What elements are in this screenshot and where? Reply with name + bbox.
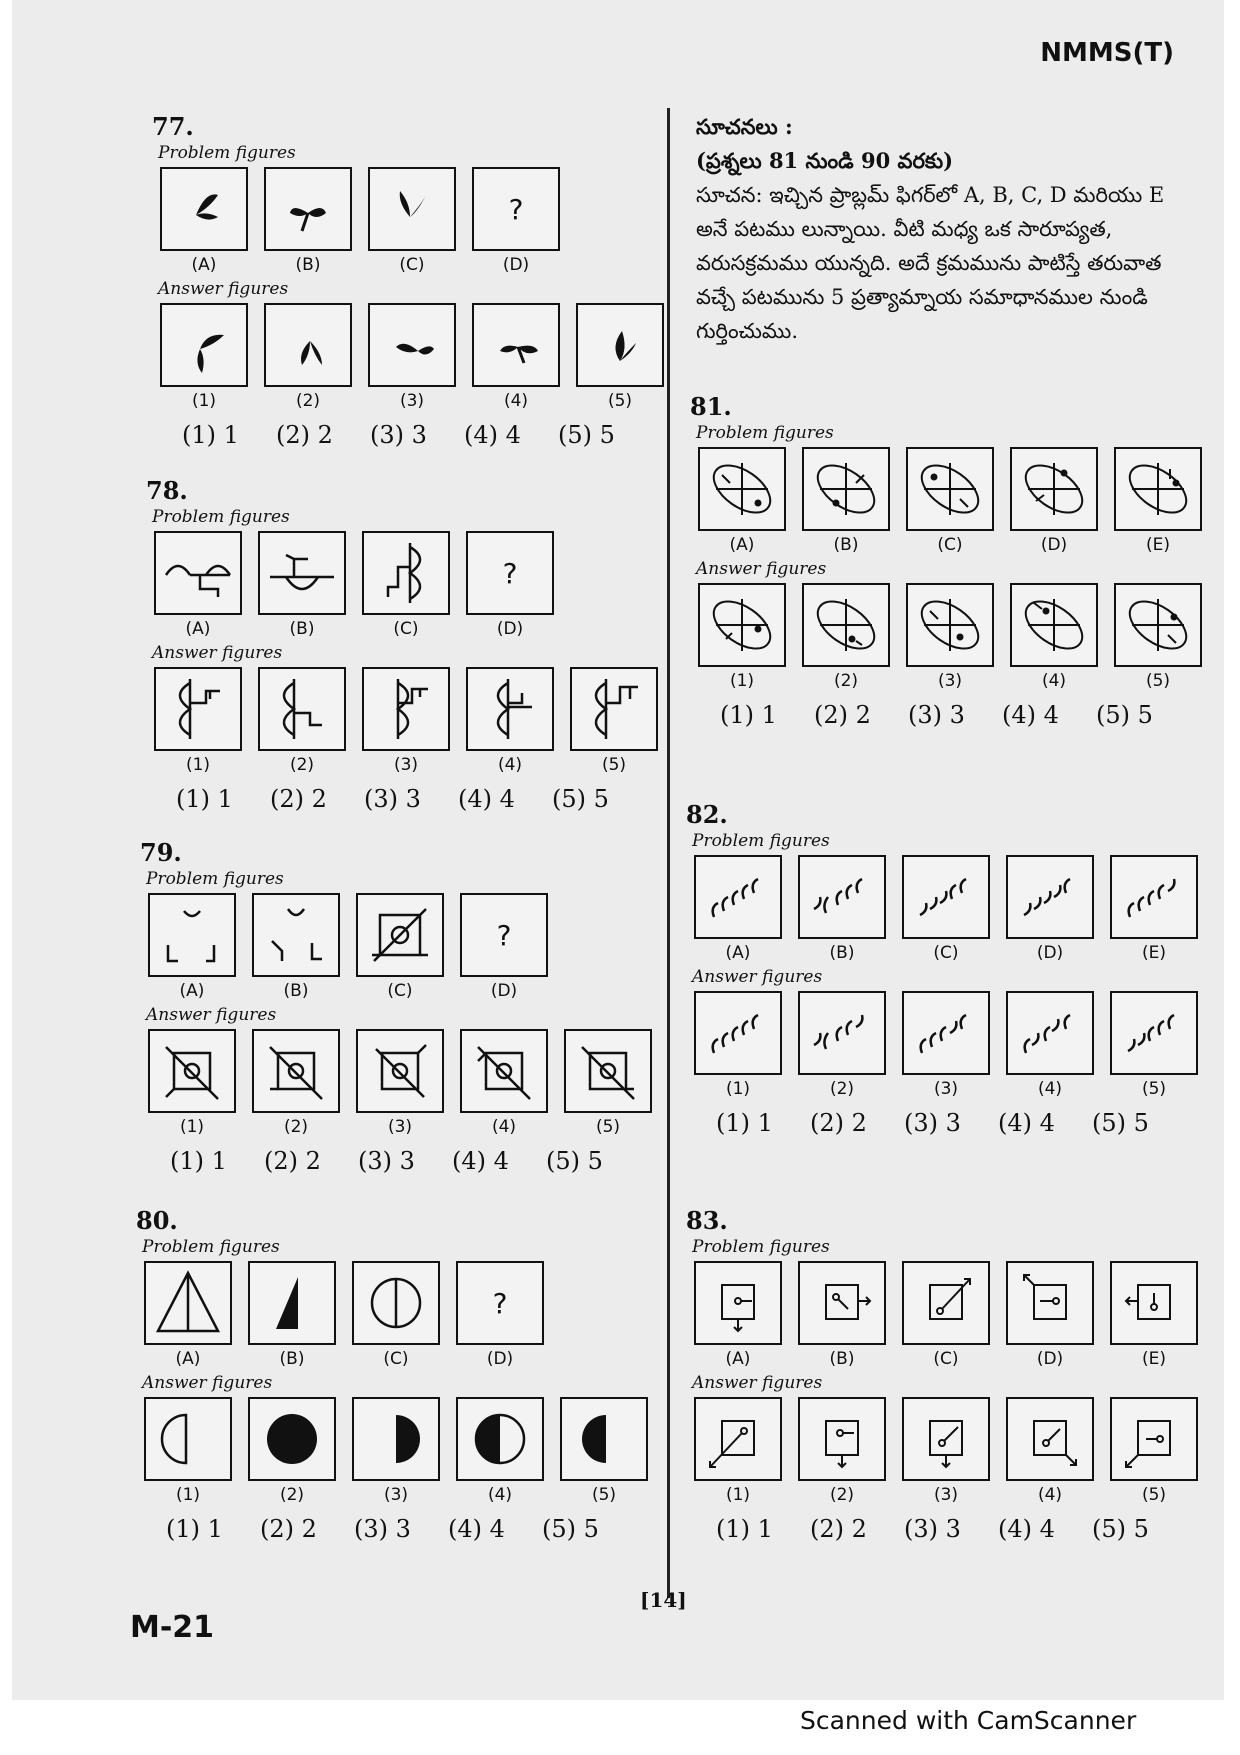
problem-figure-unknown: ? (D) <box>464 167 568 277</box>
problem-figures-label: Problem figures <box>152 507 290 527</box>
problem-figure: (C) <box>360 167 464 277</box>
answer-figure[interactable]: (2) <box>240 1397 344 1507</box>
answer-figures-label: Answer figures <box>692 967 823 987</box>
answer-figure[interactable]: (1) <box>140 1029 244 1139</box>
answer-figure[interactable]: (1) <box>136 1397 240 1507</box>
option[interactable]: (1) 1 <box>166 1515 223 1543</box>
option[interactable]: (4) 4 <box>448 1515 505 1543</box>
answer-figures-label: Answer figures <box>692 1373 823 1393</box>
instructions-title: సూచనలు : <box>696 114 793 139</box>
problem-figure: (A) <box>690 447 794 557</box>
question-number: 78. <box>146 476 188 505</box>
answer-figure[interactable]: (2) <box>794 583 898 693</box>
answer-figure[interactable]: (4) <box>452 1029 556 1139</box>
answer-options <box>716 1515 1206 1543</box>
question-83 <box>686 1206 1206 1543</box>
problem-figures-label: Problem figures <box>696 423 834 443</box>
exam-code-header: NMMS(T) <box>1040 38 1174 68</box>
problem-figure: (E) <box>1106 447 1210 557</box>
option[interactable]: (2) 2 <box>276 421 333 449</box>
answer-figure[interactable]: (2) <box>250 667 354 777</box>
question-number: 82. <box>686 800 728 829</box>
problem-figure: (B) <box>256 167 360 277</box>
option[interactable]: (2) 2 <box>270 785 327 813</box>
problem-figure-unknown: ? (D) <box>458 531 562 641</box>
problem-figure: (B) <box>790 1261 894 1371</box>
question-78 <box>146 476 666 813</box>
option[interactable]: (3) 3 <box>904 1515 961 1543</box>
question-82 <box>686 800 1206 1137</box>
answer-figure[interactable]: (5) <box>1102 991 1206 1101</box>
option[interactable]: (4) 4 <box>998 1515 1055 1543</box>
answer-figure[interactable]: (4) <box>1002 583 1106 693</box>
answer-options <box>170 1147 660 1175</box>
problem-figures-label: Problem figures <box>142 1237 280 1257</box>
option[interactable]: (4) 4 <box>452 1147 509 1175</box>
instructions-range: (ప్రశ్నలు 81 నుండి 90 వరకు) <box>696 148 954 173</box>
page-number: [14] <box>640 1588 687 1612</box>
option[interactable]: (4) 4 <box>998 1109 1055 1137</box>
option[interactable]: (2) 2 <box>810 1515 867 1543</box>
answer-figure[interactable]: (1) <box>152 303 256 413</box>
problem-figure: (A) <box>686 855 790 965</box>
answer-options <box>182 421 672 449</box>
option[interactable]: (5) 5 <box>558 421 615 449</box>
problem-figure: (A) <box>146 531 250 641</box>
problem-figure: (A) <box>140 893 244 1003</box>
problem-figure: (B) <box>790 855 894 965</box>
question-79 <box>140 838 660 1175</box>
answer-figure[interactable]: (2) <box>790 1397 894 1507</box>
problem-figure: (C) <box>344 1261 448 1371</box>
problem-figure: (A) <box>152 167 256 277</box>
question-number: 83. <box>686 1206 728 1235</box>
option[interactable]: (1) 1 <box>170 1147 227 1175</box>
answer-figure[interactable]: (3) <box>354 667 458 777</box>
answer-figure[interactable]: (3) <box>894 991 998 1101</box>
answer-figure[interactable]: (3) <box>898 583 1002 693</box>
option[interactable]: (1) 1 <box>182 421 239 449</box>
question-number: 80. <box>136 1206 178 1235</box>
problem-figure: (A) <box>136 1261 240 1371</box>
question-77 <box>152 112 672 449</box>
answer-figure[interactable]: (5) <box>552 1397 656 1507</box>
option[interactable]: (4) 4 <box>1002 701 1059 729</box>
instructions <box>696 110 1196 348</box>
problem-figure: (B) <box>794 447 898 557</box>
problem-figures-label: Problem figures <box>146 869 284 889</box>
option[interactable]: (2) 2 <box>260 1515 317 1543</box>
answer-figure[interactable]: (1) <box>146 667 250 777</box>
option[interactable]: (3) 3 <box>354 1515 411 1543</box>
option[interactable]: (1) 1 <box>720 701 777 729</box>
answer-figure[interactable]: (3) <box>360 303 464 413</box>
answer-figures-label: Answer figures <box>146 1005 277 1025</box>
option[interactable]: (5) 5 <box>1092 1109 1149 1137</box>
answer-figure[interactable]: (2) <box>256 303 360 413</box>
answer-figures-label: Answer figures <box>152 643 283 663</box>
paper-code: M-21 <box>130 1610 215 1645</box>
answer-figure[interactable]: (4) <box>998 991 1102 1101</box>
problem-figure: (E) <box>1102 1261 1206 1371</box>
option[interactable]: (5) 5 <box>542 1515 599 1543</box>
answer-figure[interactable]: (1) <box>686 991 790 1101</box>
problem-figure-unknown: ? (D) <box>452 893 556 1003</box>
option[interactable]: (3) 3 <box>908 701 965 729</box>
question-81 <box>690 392 1210 729</box>
answer-figure[interactable]: (4) <box>998 1397 1102 1507</box>
answer-figure[interactable]: (5) <box>562 667 666 777</box>
problem-figure: (A) <box>686 1261 790 1371</box>
problem-figure: (B) <box>240 1261 344 1371</box>
answer-figure[interactable]: (5) <box>1106 583 1210 693</box>
option[interactable]: (3) 3 <box>904 1109 961 1137</box>
option[interactable]: (2) 2 <box>264 1147 321 1175</box>
question-80 <box>136 1206 656 1543</box>
problem-figure: (B) <box>244 893 348 1003</box>
problem-figure: (C) <box>354 531 458 641</box>
answer-options <box>166 1515 656 1543</box>
problem-figure: (D) <box>1002 447 1106 557</box>
answer-figure[interactable]: (2) <box>790 991 894 1101</box>
question-number: 81. <box>690 392 732 421</box>
problem-figure: (C) <box>894 1261 998 1371</box>
problem-figure: (D) <box>998 1261 1102 1371</box>
option[interactable]: (4) 4 <box>458 785 515 813</box>
option[interactable]: (5) 5 <box>546 1147 603 1175</box>
option[interactable]: (5) 5 <box>552 785 609 813</box>
answer-figure[interactable]: (5) <box>1102 1397 1206 1507</box>
option[interactable]: (5) 5 <box>1096 701 1153 729</box>
question-number: 79. <box>140 838 182 867</box>
answer-figure[interactable]: (3) <box>348 1029 452 1139</box>
problem-figures-label: Problem figures <box>692 831 830 851</box>
problem-figures-label: Problem figures <box>692 1237 830 1257</box>
answer-figures-label: Answer figures <box>696 559 827 579</box>
answer-figures-label: Answer figures <box>158 279 289 299</box>
problem-figure: (C) <box>348 893 452 1003</box>
option[interactable]: (3) 3 <box>358 1147 415 1175</box>
answer-figure[interactable]: (1) <box>686 1397 790 1507</box>
answer-options <box>720 701 1210 729</box>
answer-figure[interactable]: (3) <box>894 1397 998 1507</box>
option[interactable]: (2) 2 <box>814 701 871 729</box>
problem-figure: (C) <box>898 447 1002 557</box>
option[interactable]: (2) 2 <box>810 1109 867 1137</box>
problem-figure: (C) <box>894 855 998 965</box>
answer-figure[interactable]: (5) <box>568 303 672 413</box>
problem-figure: (D) <box>998 855 1102 965</box>
answer-figure[interactable]: (2) <box>244 1029 348 1139</box>
answer-figure[interactable]: (3) <box>344 1397 448 1507</box>
answer-figure[interactable]: (4) <box>464 303 568 413</box>
problem-figure: (B) <box>250 531 354 641</box>
option[interactable]: (1) 1 <box>716 1515 773 1543</box>
scanner-watermark: Scanned with CamScanner <box>800 1706 1137 1735</box>
question-number: 77. <box>152 112 194 141</box>
option[interactable]: (3) 3 <box>364 785 421 813</box>
problem-figures-label: Problem figures <box>158 143 296 163</box>
option[interactable]: (3) 3 <box>370 421 427 449</box>
answer-figure[interactable]: (4) <box>458 667 562 777</box>
answer-options <box>716 1109 1206 1137</box>
problem-figure: (E) <box>1102 855 1206 965</box>
option[interactable]: (1) 1 <box>716 1109 773 1137</box>
answer-figure[interactable]: (1) <box>690 583 794 693</box>
instructions-text: సూచన: ఇచ్చిన ప్రాబ్లమ్ ఫిగర్‌లో A, B, C, D మరియు E అనే పటము లున్నాయి. వీటి మధ్య ఒక సారూప్యత, వరుసక్రమము యున్నది. అదే క్రమమును పాటిస్తే తరువాత వచ్చే పటమును 5 ప్రత్యామ్నాయ సమాధానముల నుండి గుర్తించుము. <box>696 183 1165 343</box>
option[interactable]: (5) 5 <box>1092 1515 1149 1543</box>
answer-figure[interactable]: (4) <box>448 1397 552 1507</box>
option[interactable]: (1) 1 <box>176 785 233 813</box>
problem-figure-unknown: ? (D) <box>448 1261 552 1371</box>
option[interactable]: (4) 4 <box>464 421 521 449</box>
answer-figures-label: Answer figures <box>142 1373 273 1393</box>
answer-figure[interactable]: (5) <box>556 1029 660 1139</box>
answer-options <box>176 785 666 813</box>
